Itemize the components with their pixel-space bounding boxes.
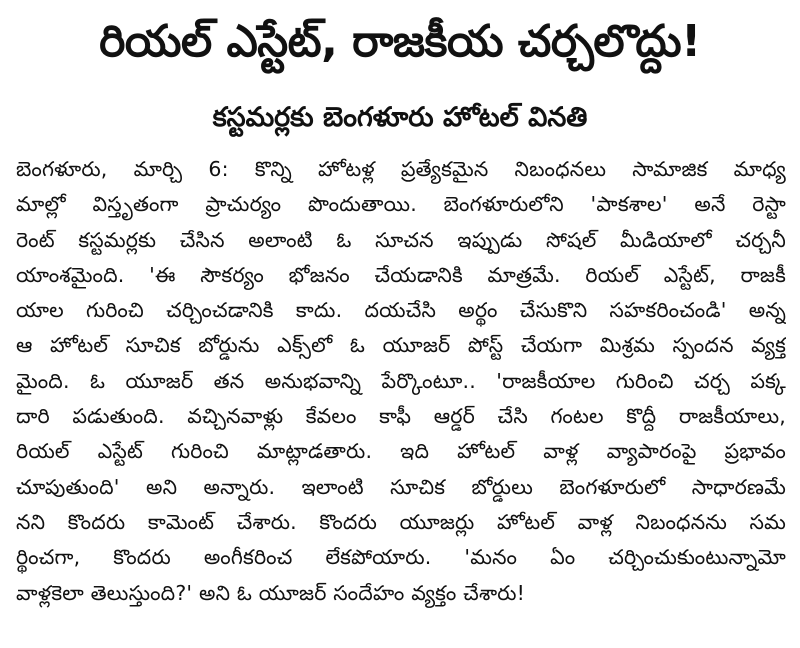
headline: రియల్ ఎస్టేట్, రాజకీయ చర్చలొద్దు! bbox=[99, 16, 701, 67]
article-body bbox=[16, 152, 786, 611]
body-line: నని కొందరు కామెంట్ చేశారు. కొందరు యూజర్లు హోటల్ వాళ్ల నిబంధనను సమ bbox=[16, 509, 786, 534]
body-line: చూపుతుంది' అని అన్నారు. ఇలాంటి సూచిక బోర్డులు బెంగళూరులో సాధారణమే bbox=[16, 474, 786, 499]
body-line: మైంది. ఓ యూజర్ తన అనుభవాన్ని పేర్కొంటూ.. 'రాజకీయాల గురించి చర్చ పక్క bbox=[16, 368, 786, 393]
body-line: ఆ హోటల్ సూచిక బోర్డును ఎక్స్‌లో ఓ యూజర్ పోస్ట్ చేయగా మిశ్రమ స్పందన వ్యక్త bbox=[16, 333, 786, 358]
body-line: ర్థించగా, కొందరు అంగీకరించ లేకపోయారు. 'మనం ఏం చర్చించుకుంటున్నామో bbox=[16, 545, 786, 570]
body-line: యాల గురించి చర్చించడానికి కాదు. దయచేసి అర్థం చేసుకొని సహకరించండి' అన్న bbox=[16, 298, 786, 323]
body-line: వాళ్లకెలా తెలుస్తుంది?' అని ఓ యూజర్ సందేహం వ్యక్తం చేశారు! bbox=[16, 580, 526, 605]
body-line: రియల్ ఎస్టేట్ గురించి మాట్లాడతారు. ఇది హోటల్ వాళ్ల వ్యాపారంపై ప్రభావం bbox=[16, 439, 786, 464]
body-line: యాంశమైంది. 'ఈ సౌకర్యం భోజనం చేయడానికి మాత్రమే. రియల్ ఎస్టేట్, రాజకీ bbox=[16, 262, 786, 287]
body-line: దారి పడుతుంది. వచ్చినవాళ్లు కేవలం కాఫీ ఆర్డర్ చేసి గంటల కొద్దీ రాజకీయాలు, bbox=[16, 404, 786, 429]
body-line: బెంగళూరు, మార్చి 6: కొన్ని హోటళ్ల ప్రత్యేకమైన నిబంధనలు సామాజిక మాధ్య bbox=[16, 157, 786, 181]
body-line: రెంట్ కస్టమర్లకు చేసిన అలాంటి ఓ సూచన ఇప్పుడు సోషల్ మీడియాలో చర్చనీ bbox=[16, 227, 786, 252]
subheadline: కస్టమర్లకు బెంగళూరు హోటల్ వినతి bbox=[212, 102, 588, 133]
body-line: మాల్లో విస్తృతంగా ప్రాచుర్యం పొందుతాయి. బెంగళూరులోని 'పాకశాల' అనే రెస్టా bbox=[16, 192, 786, 217]
